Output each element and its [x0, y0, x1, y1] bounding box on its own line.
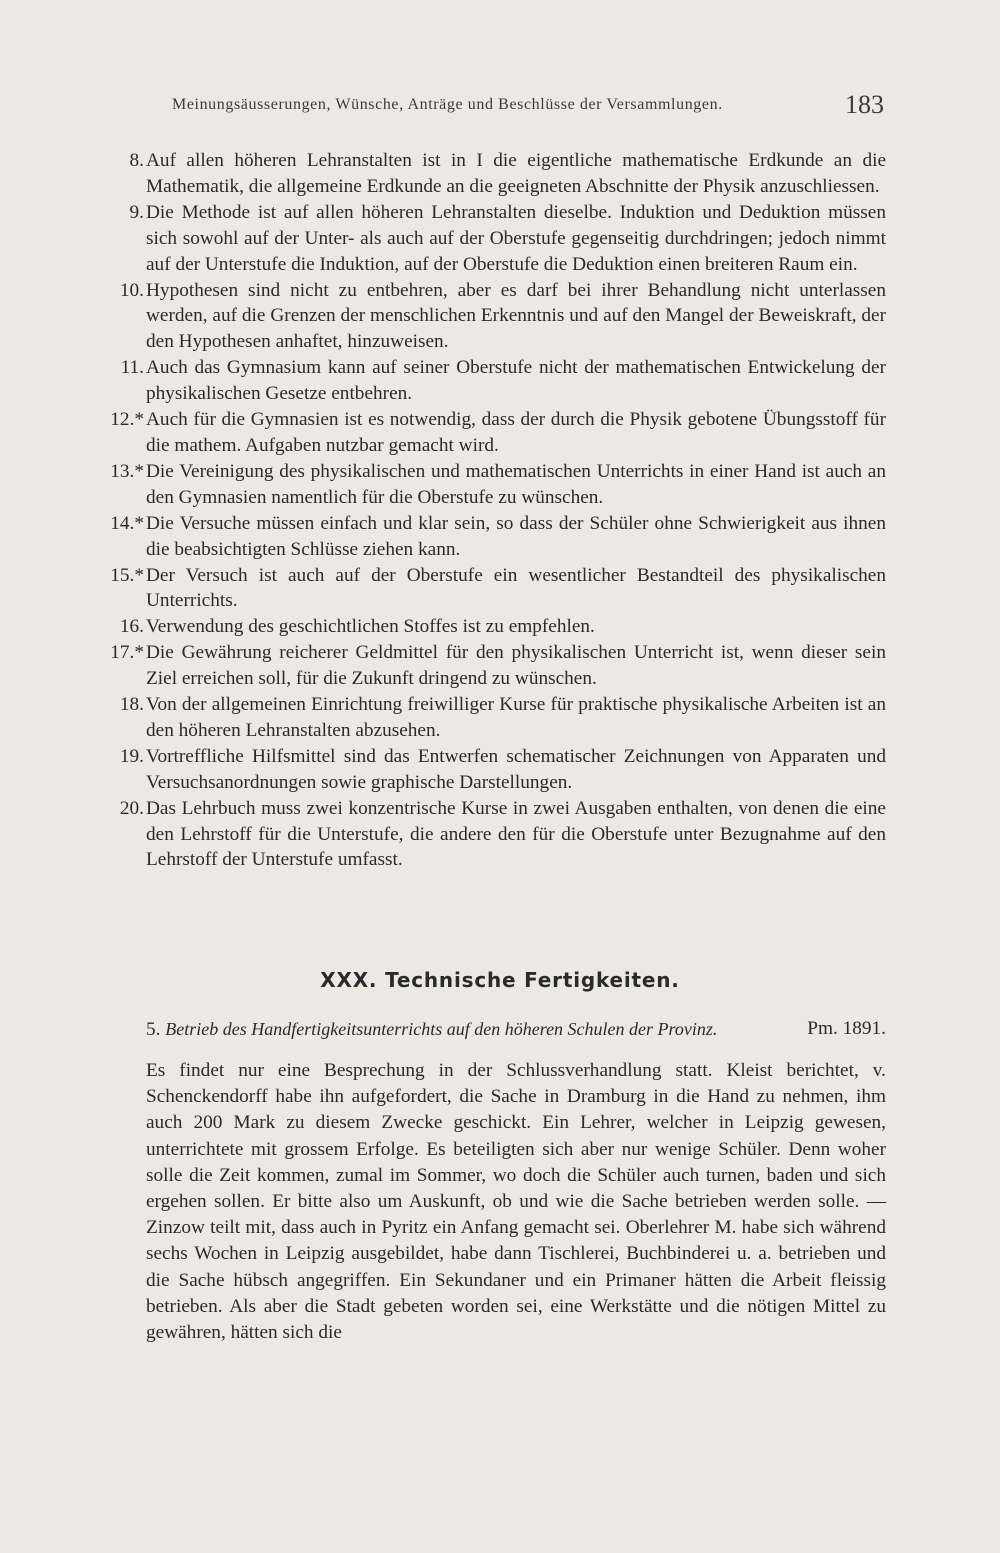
- entry-heading: [146, 1016, 886, 1043]
- paragraph-text: Es findet nur eine Besprechung in der Schlussverhandlung statt. Kleist berichtet, v. Schenckendorff habe ihn aufgefordert, die Sache in Dramburg in die Hand zu nehmen, ihm auch 200 Mark zu diesem Zwecke geschickt. Ein Lehrer, welcher in Leipzig gewesen, unterrichtete mit grossem Erfolge. Es beteiligten sich aber nur wenige Schüler. Denn woher solle die Zeit kommen, zumal im Sommer, wo doch die Schüler auch turnen, baden und sich ergehen sollen. Er bitte also um Auskunft, ob und wie die Sache betrieben werden solle. — Zinzow teilt mit, dass auch in Pyritz ein Anfang gemacht sei. Oberlehrer M. habe sich während sechs Wochen in Leipzig ausgebildet, habe dann Tischlerei, Buchbinderei u. a. betrieben und die Sache hübsch angegriffen. Ein Sekundaner und ein Primaner hätten die Arbeit fleissig betrieben. Als aber die Stadt gebeten worden sei, eine Werkstätte und die nötigen Mittel zu gewähren, hätten sich die: [146, 1060, 886, 1344]
- running-title: Meinungsäusserungen, Wünsche, Anträge und Beschlüsse der Versammlungen.: [172, 96, 723, 113]
- entry-reference: Pm. 1891.: [807, 1018, 886, 1039]
- list-item: [80, 407, 886, 459]
- item-number: 14.*: [110, 512, 144, 534]
- item-text: Die Gewährung reicherer Geldmittel für den physikalischen Unterricht ist, wenn dieser sein Ziel erreichen soll, für die Zukunft dringend zu wünschen.: [146, 642, 886, 690]
- item-text: Auch für die Gymnasien ist es notwendig, dass der durch die Physik gebotene Übungsstoff für die mathem. Aufgaben nutzbar gemacht wird.: [146, 409, 886, 456]
- item-number: 13.*: [110, 460, 144, 482]
- list-item: [80, 796, 886, 874]
- list-item: [80, 640, 886, 692]
- list-item: [80, 692, 886, 744]
- list-item: [80, 744, 886, 796]
- list-item: [80, 200, 886, 278]
- list-item: [80, 511, 886, 563]
- item-number: 16.: [119, 616, 144, 638]
- section-heading: XXX. Technische Fertigkeiten.: [320, 968, 680, 992]
- page-header: [172, 90, 892, 130]
- item-number: 9.: [129, 201, 144, 223]
- item-text: Auf allen höheren Lehranstalten ist in I die eigentliche mathematische Erdkunde an die Mathematik, die allgemeine Erdkunde an die geeigneten Abschnitte der Physik anzuschliessen.: [146, 150, 886, 197]
- item-number: 8.: [129, 150, 144, 171]
- resolution-list: [80, 148, 886, 873]
- item-text: Das Lehrbuch muss zwei konzentrische Kurse in zwei Ausgaben enthalten, von denen die eine den Lehrstoff für die Unterstufe, die andere den für die Oberstufe unter Bezugnahme auf den Lehrstoff der Unterstufe umfasst.: [146, 797, 886, 871]
- list-item: [80, 563, 886, 615]
- item-number: 12.*: [110, 409, 144, 431]
- item-text: Die Vereinigung des physikalischen und mathematischen Unterrichts in einer Hand ist auch an den Gymnasien namentlich für die Oberstufe zu wünschen.: [146, 460, 886, 508]
- entry-number: 5.: [146, 1019, 161, 1040]
- item-text: Der Versuch ist auch auf der Oberstufe ein wesentlicher Bestandteil des physikalischen Unterrichts.: [146, 564, 886, 612]
- item-number: 15.*: [110, 564, 144, 586]
- item-number: 19.: [119, 745, 144, 767]
- item-number: 18.: [119, 694, 144, 716]
- list-item: [80, 614, 886, 640]
- item-text: Verwendung des geschichtlichen Stoffes ist zu empfehlen.: [146, 616, 595, 638]
- item-text: Die Methode ist auf allen höheren Lehranstalten dieselbe. Induktion und Deduktion müssen sich sowohl auf der Unter- als auch auf der Oberstufe gegenseitig durchdringen; jedoch nimmt auf der Unterstufe die Induktion, auf der Oberstufe die Deduktion einen breiteren Raum ein.: [146, 201, 886, 275]
- list-item: [80, 148, 886, 200]
- list-item: [80, 459, 886, 511]
- item-text: Auch das Gymnasium kann auf seiner Oberstufe nicht der mathematischen Entwickelung der physikalischen Gesetze entbehren.: [146, 357, 886, 405]
- item-text: Die Versuche müssen einfach und klar sein, so dass der Schüler ohne Schwierigkeit aus ihnen die beabsichtigten Schlüsse ziehen kann.: [146, 512, 886, 560]
- item-text: Hypothesen sind nicht zu entbehren, aber es darf bei ihrer Behandlung nicht unterlassen werden, auf die Grenzen der menschlichen Erkenntnis und auf den Mangel der Beweiskraft, der den Hypothesen anhaftet, hinzuweisen.: [146, 279, 886, 353]
- item-text: Vortreffliche Hilfsmittel sind das Entwerfen schematischer Zeichnungen von Apparaten und Versuchsanordnungen sowie graphische Darstellungen.: [146, 745, 886, 793]
- item-number: 11.: [120, 357, 144, 379]
- item-number: 10.: [119, 279, 144, 301]
- entry-title: Betrieb des Handfertigkeitsunterrichts auf den höheren Schulen der Provinz.: [165, 1019, 718, 1039]
- item-text: Von der allgemeinen Einrichtung freiwilliger Kurse für praktische physikalische Arbeiten ist an den höheren Lehranstalten abzusehen.: [146, 694, 886, 741]
- page-number: 183: [845, 90, 884, 119]
- item-number: 17.*: [110, 642, 144, 664]
- item-number: 20.: [119, 797, 144, 819]
- body-paragraph: [146, 1058, 886, 1346]
- list-item: [80, 278, 886, 356]
- list-item: [80, 355, 886, 407]
